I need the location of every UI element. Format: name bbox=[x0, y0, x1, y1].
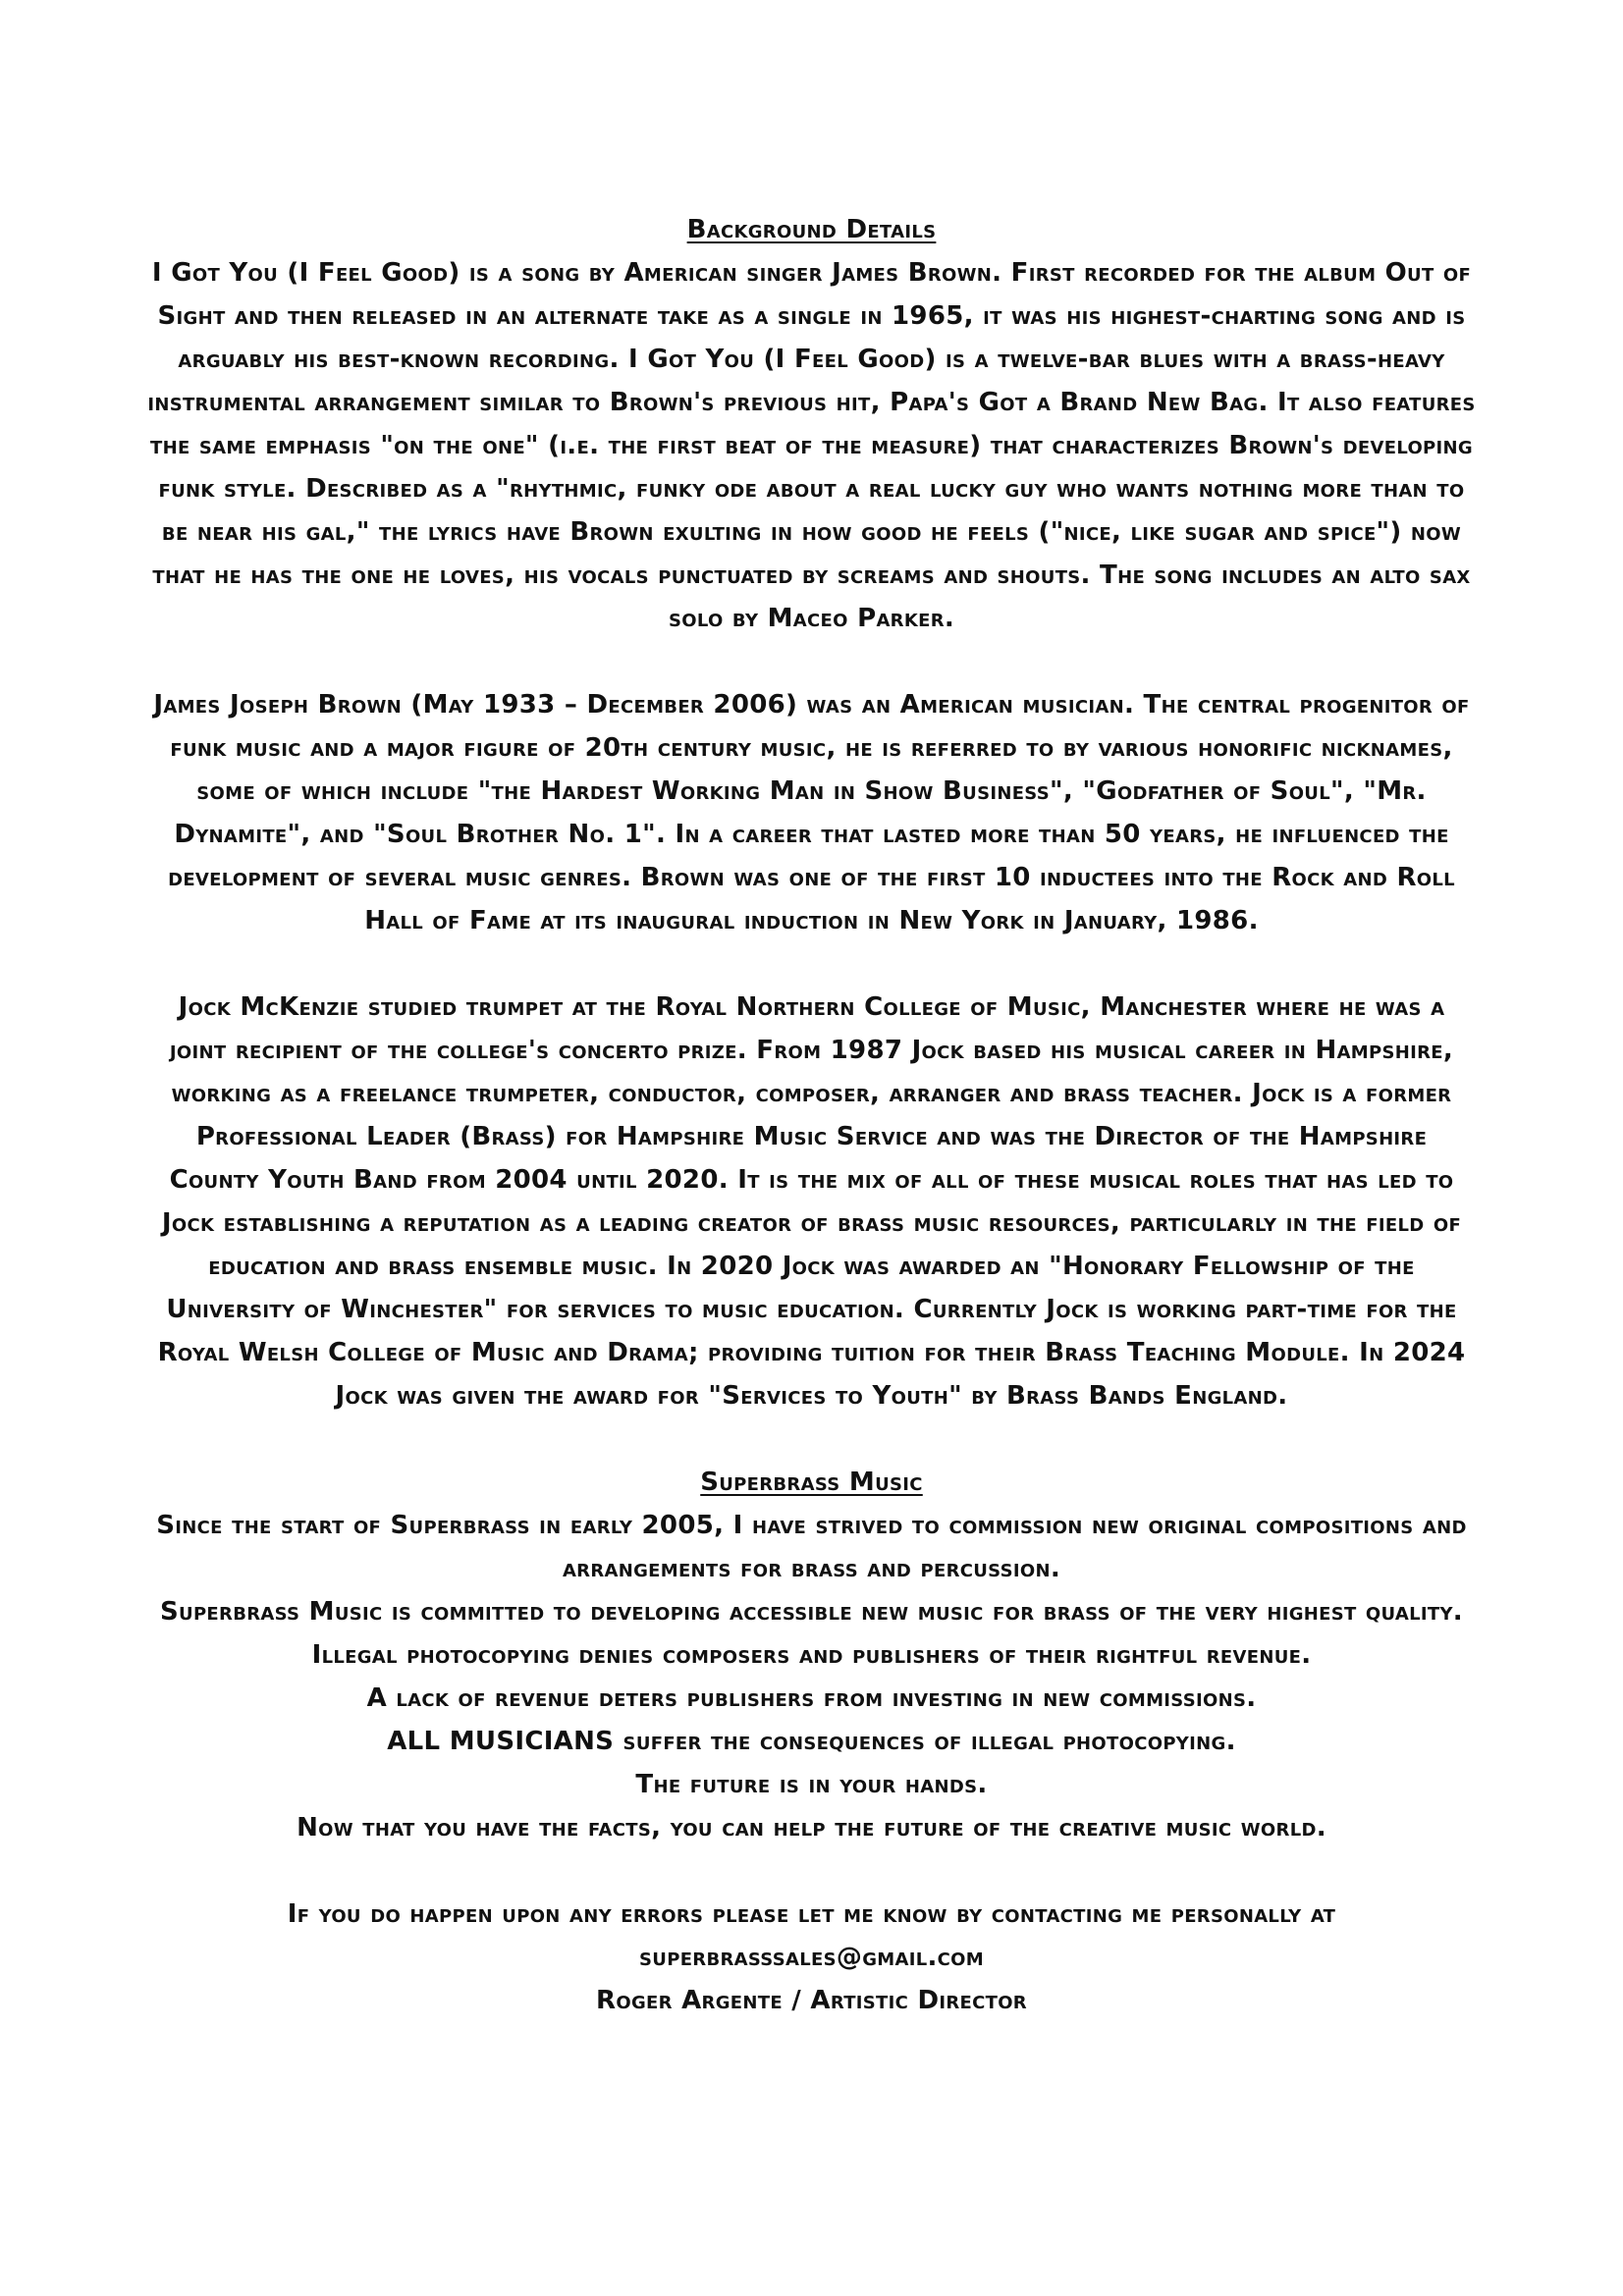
signature: Roger Argente / Artistic Director bbox=[596, 1986, 1027, 2015]
background-heading: Background Details bbox=[686, 215, 937, 244]
musicians-rest: suffer the consequences of illegal photocopying. bbox=[614, 1727, 1236, 1756]
superbrass-line-future: The future is in your hands. bbox=[635, 1770, 988, 1799]
all-musicians-emphasis: ALL MUSICIANS bbox=[387, 1727, 615, 1756]
superbrass-line-facts: Now that you have the facts, you can help the future of the creative music world. bbox=[297, 1813, 1326, 1842]
superbrass-line-illegal: Illegal photocopying denies composers and publishers of their rightful revenue. bbox=[311, 1640, 1312, 1670]
background-paragraph-jock-mckenzie: Jock McKenzie studied trumpet at the Royal Northern College of Music, Manchester where he was a joint recipient of the college's concerto prize. From 1987 Jock based his musical career in Hampshire, working as a freelance trumpeter, conductor, composer, arranger and brass teacher. Jock is a former Professional Leader (Brass) for Hampshire Music Service and was the Director of the Hampshire County Youth Band from 2004 until 2020. It is the mix of all of these musical roles that has led to Jock establishing a reputation as a leading creator of brass music resources, particularly in the field of education and brass ensemble music. In 2020 Jock was awarded an "Honorary Fellowship of the University of Winchester" for services to music education. Currently Jock is working part-time for the Royal Welsh College of Music and Drama; providing tuition for their Brass Teaching Module. In 2024 Jock was given the award for "Services to Youth" by Brass Bands England. bbox=[157, 992, 1466, 1411]
paragraph-gap bbox=[147, 640, 1476, 683]
superbrass-line-commission: Since the start of Superbrass in early 2005, I have strived to commission new original compositions and arrangements for brass and percussion. bbox=[156, 1511, 1467, 1583]
superbrass-line-musicians bbox=[147, 1720, 1476, 1763]
background-paragraph-james-brown: James Joseph Brown (May 1933 – December 2006) was an American musician. The central progenitor of funk music and a major figure of 20th century music, he is referred to by various honorific nicknames, some of which include "the Hardest Working Man in Show Business", "Godfather of Soul", "Mr. Dynamite", and "Soul Brother No. 1". In a career that lasted more than 50 years, he influenced the development of several music genres. Brown was one of the first 10 inductees into the Rock and Roll Hall of Fame at its inaugural induction in New York in January, 1986. bbox=[153, 690, 1470, 935]
superbrass-heading: Superbrass Music bbox=[700, 1468, 923, 1497]
paragraph-gap bbox=[147, 942, 1476, 986]
document-page bbox=[147, 208, 1476, 2022]
paragraph-gap bbox=[147, 1417, 1476, 1461]
contact-email: superbrasssales@gmail.com bbox=[639, 1943, 984, 1972]
background-paragraph-song: I Got You (I Feel Good) is a song by American singer James Brown. First recorded for the album Out of Sight and then released in an alternate take as a single in 1965, it was his highest-charting song and is arguably his best-known recording. I Got You (I Feel Good) is a twelve-bar blues with a brass-heavy instrumental arrangement similar to Brown's previous hit, Papa's Got a Brand New Bag. It also features the same emphasis "on the one" (i.e. the first beat of the measure) that characterizes Brown's developing funk style. Described as a "rhythmic, funky ode about a real lucky guy who wants nothing more than to be near his gal," the lyrics have Brown exulting in how good he feels ("nice, like sugar and spice") now that he has the one he loves, his vocals punctuated by screams and shouts. The song includes an alto sax solo by Maceo Parker. bbox=[147, 258, 1476, 633]
contact-line: If you do happen upon any errors please let me know by contacting me personally at bbox=[287, 1899, 1336, 1929]
superbrass-line-committed: Superbrass Music is committed to developing accessible new music for brass of the very highest quality. bbox=[160, 1597, 1463, 1627]
paragraph-gap bbox=[147, 1849, 1476, 1893]
superbrass-line-revenue: A lack of revenue deters publishers from investing in new commissions. bbox=[366, 1683, 1257, 1713]
